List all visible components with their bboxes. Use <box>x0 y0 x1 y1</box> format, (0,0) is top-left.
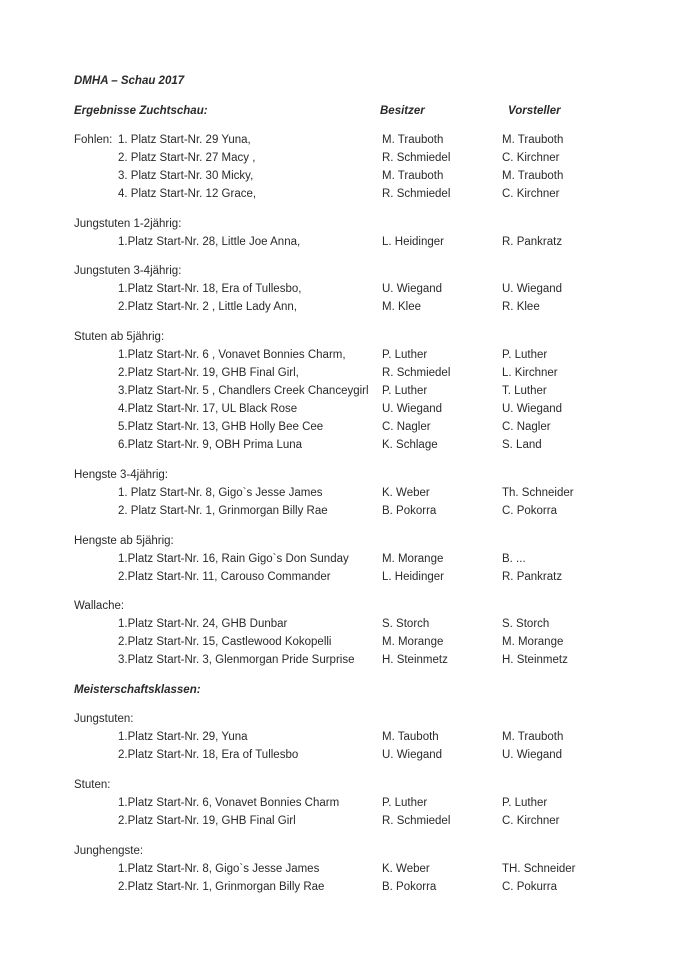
category-label: Junghengste: <box>74 845 144 857</box>
result-presenter: P. Luther <box>502 797 548 809</box>
result-entry: 1. Platz Start-Nr. 8, Gigo`s Jesse James <box>118 487 323 499</box>
result-owner: M. Morange <box>382 553 444 565</box>
result-owner: U. Wiegand <box>382 749 443 761</box>
result-owner: L. Heidinger <box>382 571 445 583</box>
result-owner: P. Luther <box>382 349 428 361</box>
result-owner: U. Wiegand <box>382 403 443 415</box>
result-presenter: M. Trauboth <box>502 731 564 743</box>
result-owner: M. Trauboth <box>382 134 444 146</box>
result-presenter: C. Kirchner <box>502 152 560 164</box>
result-presenter: C. Pokurra <box>502 881 557 893</box>
result-presenter: S. Storch <box>502 618 550 630</box>
result-owner: K. Weber <box>382 863 430 875</box>
result-presenter: T. Luther <box>502 385 547 397</box>
result-presenter: U. Wiegand <box>502 749 563 761</box>
result-presenter: TH. Schneider <box>502 863 576 875</box>
result-entry: 1.Platz Start-Nr. 18, Era of Tullesbo, <box>118 283 302 295</box>
result-entry: 2.Platz Start-Nr. 18, Era of Tullesbo <box>118 749 299 761</box>
category-label: Hengste 3-4jährig: <box>74 469 168 481</box>
result-entry: 2.Platz Start-Nr. 11, Carouso Commander <box>118 571 331 583</box>
result-presenter: R. Klee <box>502 301 540 313</box>
result-presenter: C. Kirchner <box>502 815 560 827</box>
category-label: Hengste ab 5jährig: <box>74 535 174 547</box>
document-title: DMHA – Schau 2017 <box>74 75 185 87</box>
result-presenter: U. Wiegand <box>502 283 563 295</box>
result-entry: 2. Platz Start-Nr. 27 Macy , <box>118 152 256 164</box>
result-owner: H. Steinmetz <box>382 654 448 666</box>
result-presenter: Th. Schneider <box>502 487 574 499</box>
result-owner: R. Schmiedel <box>382 152 451 164</box>
category-label: Jungstuten 3-4jährig: <box>74 265 182 277</box>
result-presenter: P. Luther <box>502 349 548 361</box>
result-entry: 1.Platz Start-Nr. 6 , Vonavet Bonnies Charm, <box>118 349 346 361</box>
result-entry: 1.Platz Start-Nr. 28, Little Joe Anna, <box>118 236 301 248</box>
result-owner: S. Storch <box>382 618 430 630</box>
result-entry: 2. Platz Start-Nr. 1, Grinmorgan Billy Rae <box>118 505 328 517</box>
result-entry: 3. Platz Start-Nr. 30 Micky, <box>118 170 254 182</box>
result-entry: 1. Platz Start-Nr. 29 Yuna, <box>118 134 251 146</box>
result-owner: C. Nagler <box>382 421 431 433</box>
result-entry: 1.Platz Start-Nr. 29, Yuna <box>118 731 248 743</box>
result-entry: 2.Platz Start-Nr. 19, GHB Final Girl, <box>118 367 299 379</box>
column-header-presenter: Vorsteller <box>508 105 561 117</box>
result-entry: 2.Platz Start-Nr. 15, Castlewood Kokopelli <box>118 636 332 648</box>
result-presenter: R. Pankratz <box>502 571 563 583</box>
result-owner: M. Klee <box>382 301 421 313</box>
category-label: Stuten ab 5jährig: <box>74 331 165 343</box>
result-owner: K. Schlage <box>382 439 438 451</box>
result-owner: R. Schmiedel <box>382 815 451 827</box>
category-label: Stuten: <box>74 779 111 791</box>
result-entry: 2.Platz Start-Nr. 19, GHB Final Girl <box>118 815 296 827</box>
result-presenter: M. Trauboth <box>502 134 564 146</box>
result-presenter: S. Land <box>502 439 542 451</box>
section-heading-zuchtschau: Ergebnisse Zuchtschau: <box>74 105 208 117</box>
result-presenter: L. Kirchner <box>502 367 558 379</box>
result-entry: 6.Platz Start-Nr. 9, OBH Prima Luna <box>118 439 303 451</box>
result-owner: B. Pokorra <box>382 881 437 893</box>
result-owner: R. Schmiedel <box>382 367 451 379</box>
result-owner: K. Weber <box>382 487 430 499</box>
result-presenter: C. Kirchner <box>502 188 560 200</box>
result-entry: 4. Platz Start-Nr. 12 Grace, <box>118 188 257 200</box>
category-label: Wallache: <box>74 600 125 612</box>
result-owner: M. Tauboth <box>382 731 439 743</box>
result-presenter: C. Pokorra <box>502 505 557 517</box>
result-presenter: U. Wiegand <box>502 403 563 415</box>
category-label: Jungstuten 1-2jährig: <box>74 218 182 230</box>
result-entry: 5.Platz Start-Nr. 13, GHB Holly Bee Cee <box>118 421 324 433</box>
category-label-fohlen: Fohlen: <box>74 134 113 146</box>
result-presenter: B. ... <box>502 553 526 565</box>
column-header-owner: Besitzer <box>380 105 425 117</box>
result-entry: 3.Platz Start-Nr. 5 , Chandlers Creek Chanceygirl <box>118 385 369 397</box>
result-presenter: M. Morange <box>502 636 564 648</box>
result-owner: P. Luther <box>382 385 428 397</box>
result-owner: B. Pokorra <box>382 505 437 517</box>
result-presenter: H. Steinmetz <box>502 654 568 666</box>
result-entry: 1.Platz Start-Nr. 6, Vonavet Bonnies Charm <box>118 797 340 809</box>
result-presenter: M. Trauboth <box>502 170 564 182</box>
result-owner: R. Schmiedel <box>382 188 451 200</box>
result-entry: 1.Platz Start-Nr. 8, Gigo`s Jesse James <box>118 863 320 875</box>
section-heading-meisterschaft: Meisterschaftsklassen: <box>74 684 201 696</box>
result-presenter: R. Pankratz <box>502 236 563 248</box>
result-presenter: C. Nagler <box>502 421 551 433</box>
result-owner: M. Trauboth <box>382 170 444 182</box>
result-owner: U. Wiegand <box>382 283 443 295</box>
result-owner: P. Luther <box>382 797 428 809</box>
result-entry: 2.Platz Start-Nr. 2 , Little Lady Ann, <box>118 301 297 313</box>
result-entry: 1.Platz Start-Nr. 16, Rain Gigo`s Don Sunday <box>118 553 349 565</box>
result-owner: L. Heidinger <box>382 236 445 248</box>
result-entry: 1.Platz Start-Nr. 24, GHB Dunbar <box>118 618 288 630</box>
result-entry: 4.Platz Start-Nr. 17, UL Black Rose <box>118 403 298 415</box>
category-label: Jungstuten: <box>74 713 134 725</box>
result-entry: 3.Platz Start-Nr. 3, Glenmorgan Pride Surprise <box>118 654 355 666</box>
result-entry: 2.Platz Start-Nr. 1, Grinmorgan Billy Rae <box>118 881 325 893</box>
result-owner: M. Morange <box>382 636 444 648</box>
